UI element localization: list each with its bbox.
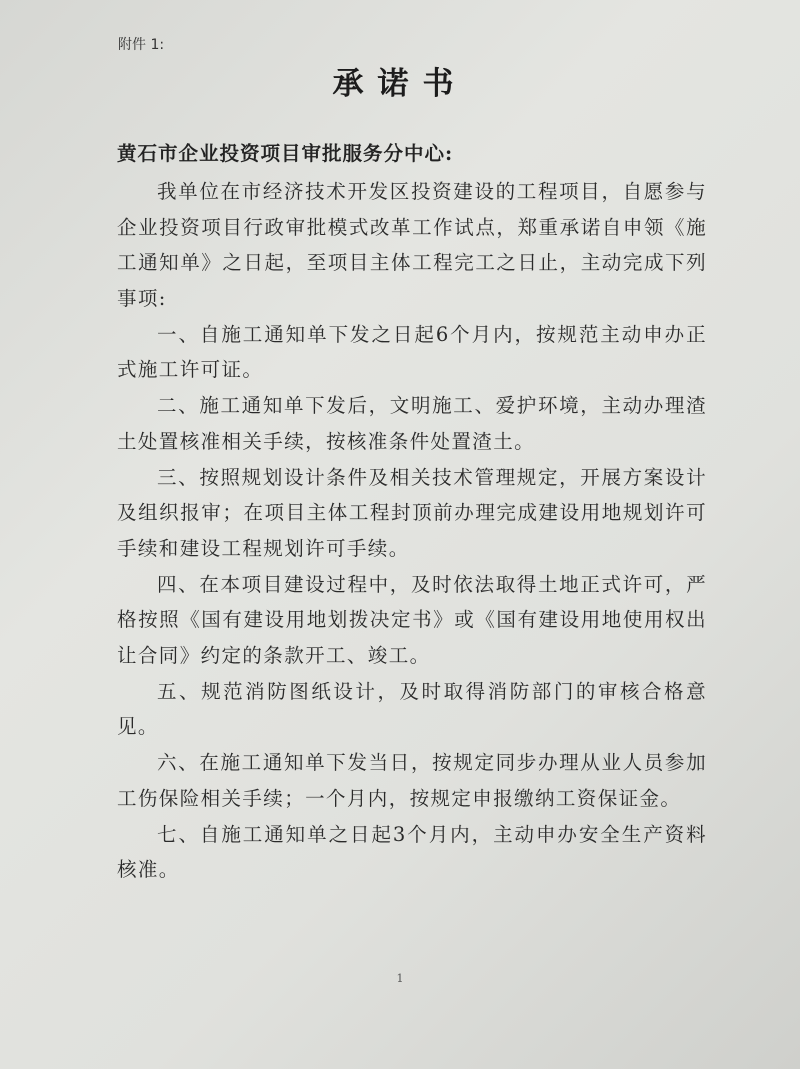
document-title: 承诺书 [332,66,468,102]
paragraph-intro: 我单位在市经济技术开发区投资建设的工程项目，自愿参与企业投资项目行政审批模式改革工作试点，郑重承诺自申领《施工通知单》之日起，至项目主体工程完工之日止，主动完成下列事项: [117,180,707,310]
paragraph-item-5: 五、规范消防图纸设计，及时取得消防部门的审核合格意见。 [117,679,707,738]
paragraph-item-7: 七、自施工通知单之日起3个月内，主动申办安全生产资料核准。 [117,822,707,881]
paragraph-item-1: 一、自施工通知单下发之日起6个月内，按规范主动申办正式施工许可证。 [117,322,707,381]
paragraph-item-2: 二、施工通知单下发后，文明施工、爱护环境，主动办理渣土处置核准相关手续，按核准条件处置渣土。 [117,394,707,453]
addressee: 黄石市企业投资项目审批服务分中心: [117,142,454,165]
document-body [117,174,707,888]
paragraph-item-4: 四、在本项目建设过程中，及时依法取得土地正式许可，严格按照《国有建设用地划拨决定书》或《国有建设用地使用权出让合同》约定的条款开工、竣工。 [117,572,707,667]
attachment-label: 附件 1: [118,37,165,53]
page-number: 1 [396,972,404,985]
paragraph-item-3: 三、按照规划设计条件及相关技术管理规定，开展方案设计及组织报审；在项目主体工程封顶前办理完成建设用地规划许可手续和建设工程规划许可手续。 [117,465,707,560]
paragraph-item-6: 六、在施工通知单下发当日，按规定同步办理从业人员参加工伤保险相关手续；一个月内，按规定申报缴纳工资保证金。 [117,751,707,810]
